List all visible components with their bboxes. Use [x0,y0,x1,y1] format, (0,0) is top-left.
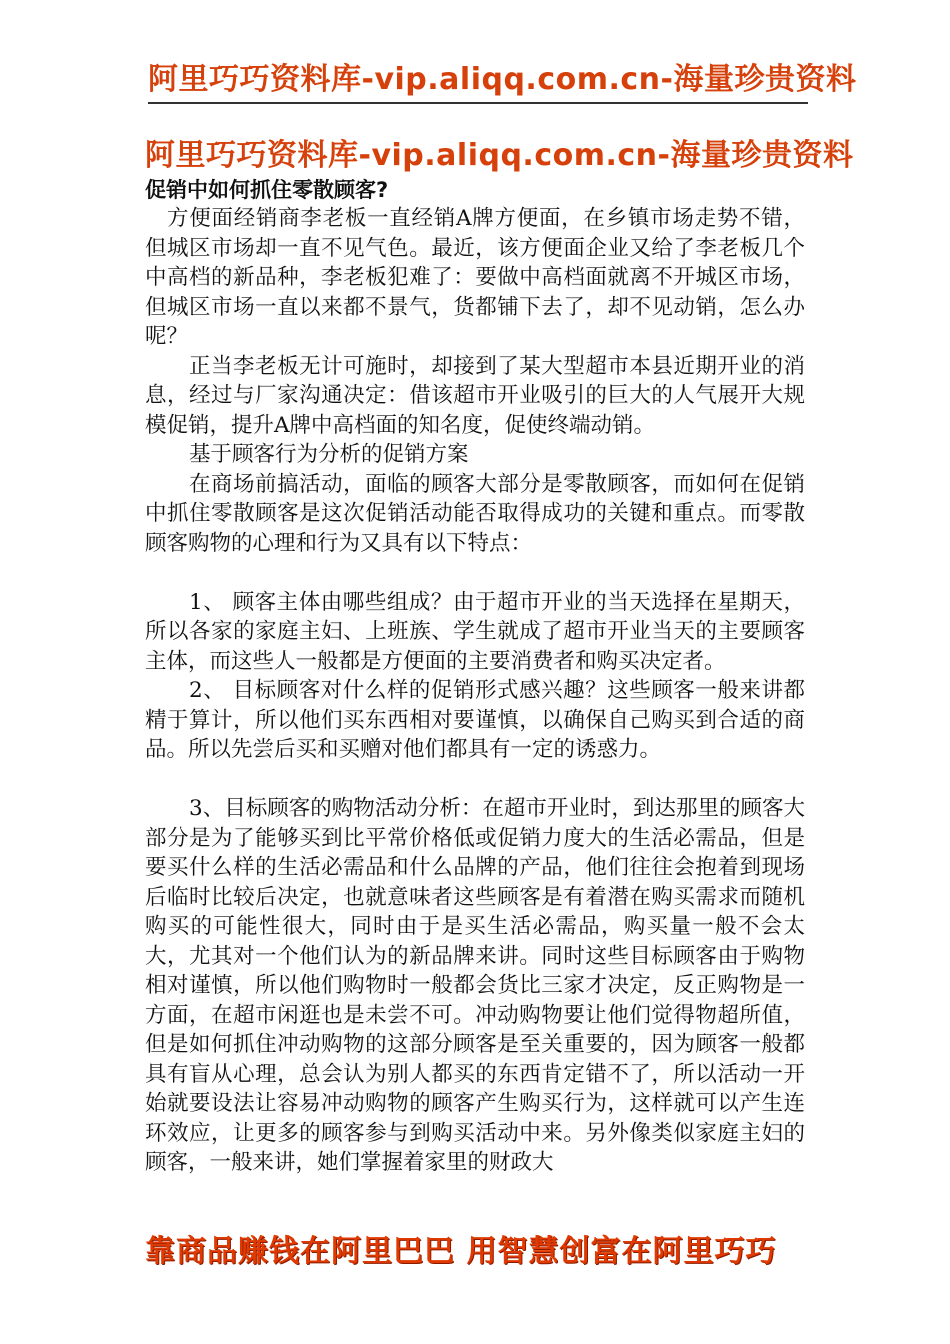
spacer [145,558,805,588]
list-item-2: 2、 目标顾客对什么样的促销形式感兴趣？这些顾客一般来讲都精于算计，所以他们买东西相对要谨慎，以确保自己购买到合适的商品。所以先尝后买和买赠对他们都具有一定的诱惑力。 [145,678,805,762]
paragraph-intro: 方便面经销商李老板一直经销A牌方便面，在乡镇市场走势不错，但城区市场却一直不见气色。最近，该方便面企业又给了李老板几个中高档的新品种，李老板犯难了：要做中高档面就离不开城区市场，但城区市场一直以来都不景气，货都铺下去了，却不见动销，怎么办呢？ [145,206,805,349]
list-item-3: 3、目标顾客的购物活动分析：在超市开业时，到达那里的顾客大部分是为了能够买到比平常价格低或促销力度大的生活必需品，但是要买什么样的生活必需品和什么品牌的产品，他们往往会抱着到现场后临时比较后决定，也就意味者这些顾客是有着潜在购买需求而随机购买的可能性很大，同时由于是买生活必需品，购买量一般不会太大，尤其对一个他们认为的新品牌来讲。同时这些目标顾客由于购物相对谨慎，所以他们购物时一般都会货比三家才决定，反正购物是一方面，在超市闲逛也是未尝不可。冲动购物要让他们觉得物超所值，但是如何抓住冲动购物的这部分顾客是至关重要的，因为顾客一般都具有盲从心理，总会认为别人都买的东西肯定错不了，所以活动一开始就要设法让容易冲动购物的顾客产生购买行为，这样就可以产生连环效应，让更多的顾客参与到购买活动中来。另外像类似家庭主妇的顾客，一般来讲，她们掌握着家里的财政大 [145,796,805,1175]
footer-banner: 靠商品赚钱在阿里巴巴 用智慧创富在阿里巧巧 [145,1234,777,1269]
paragraph-analysis: 在商场前搞活动，面临的顾客大部分是零散顾客，而如何在促销中抓住零散顾客是这次促销活动能否取得成功的关键和重点。而零散顾客购物的心理和行为又具有以下特点： [145,471,805,556]
paragraph-opportunity: 正当李老板无计可施时，却接到了某大型超市本县近期开业的消息，经过与厂家沟通决定：借该超市开业吸引的巨大的人气展开大规模促销，提升A牌中高档面的知名度，促使终端动销。 [145,353,805,438]
section-heading: 基于顾客行为分析的促销方案 [189,442,469,467]
sub-banner: 阿里巧巧资料库-vip.aliqq.com.cn-海量珍贵资料 [145,138,854,173]
header-banner: 阿里巧巧资料库-vip.aliqq.com.cn-海量珍贵资料 [148,58,808,104]
article-body [145,176,805,1178]
article-title: 促销中如何抓住零散顾客? [145,178,389,202]
list-item-1: 1、 顾客主体由哪些组成？由于超市开业的当天选择在星期天，所以各家的家庭主妇、上班族、学生就成了超市开业当天的主要顾客主体，而这些人一般都是方便面的主要消费者和购买决定者。 [145,589,805,674]
spacer [145,765,805,795]
